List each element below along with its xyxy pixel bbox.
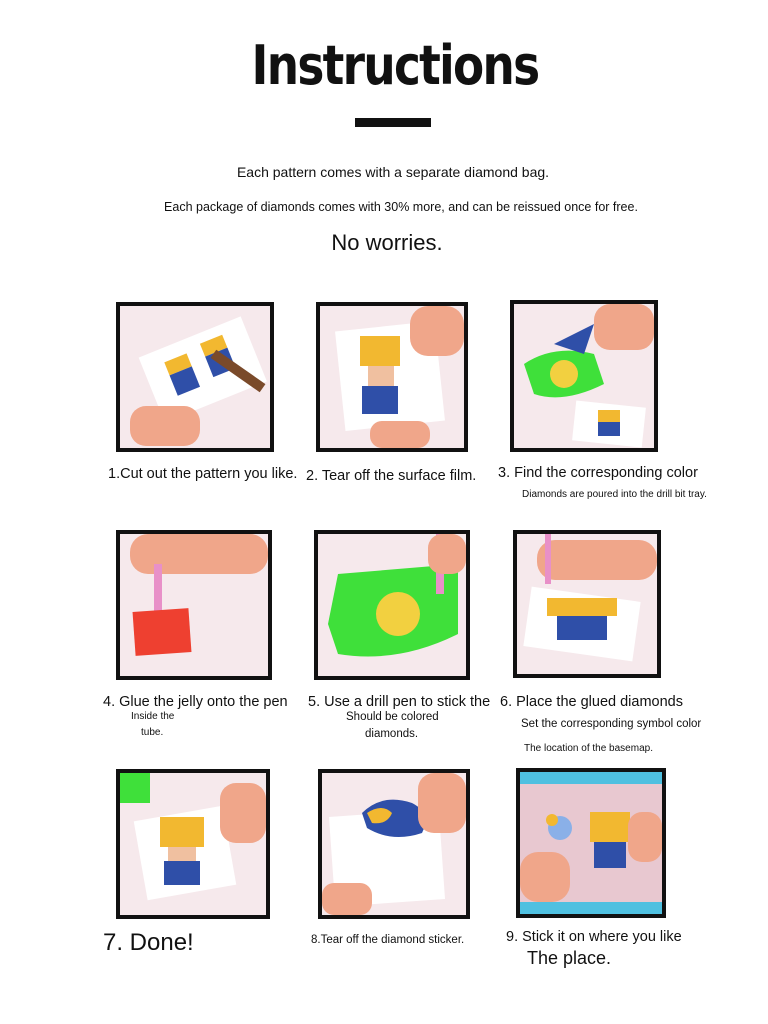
step-9-photo (516, 768, 666, 918)
step-4-note-1: Inside the (131, 711, 175, 722)
step-9-note: The place. (527, 948, 612, 968)
step-1-caption: 1.Cut out the pattern you like. (108, 466, 298, 482)
step-5-caption: 5. Use a drill pen to stick the (308, 694, 491, 710)
step-3-note: Diamonds are poured into the drill bit tray. (522, 489, 707, 500)
step-7-caption: 7. Done! (103, 929, 194, 956)
step-6-note-1: Set the corresponding symbol color (521, 718, 702, 730)
step-3-photo (510, 300, 658, 452)
step-4-photo (116, 530, 272, 680)
step-8-photo (318, 769, 470, 919)
step-6-photo (513, 530, 661, 678)
step-5-photo (314, 530, 470, 680)
step-6-note-2: The location of the basemap. (524, 743, 653, 754)
step-4-note-2: tube. (141, 727, 164, 738)
step-9-caption: 9. Stick it on where you like (506, 929, 682, 945)
intro-line-1: Each pattern comes with a separate diamond bag. (236, 164, 550, 180)
step-7-photo (116, 769, 270, 919)
step-2-caption: 2. Tear off the surface film. (306, 468, 477, 484)
step-2-photo (316, 302, 468, 452)
title-underline (355, 118, 431, 127)
step-4-caption: 4. Glue the jelly onto the pen (103, 694, 288, 710)
step-5-note-1: Should be colored (346, 711, 439, 723)
step-3-caption: 3. Find the corresponding color (498, 465, 698, 481)
step-5-note-2: diamonds. (365, 728, 419, 740)
step-1-photo (116, 302, 274, 452)
intro-line-3: No worries. (331, 230, 443, 255)
page-title: Instructions (251, 34, 539, 97)
step-8-caption: 8.Tear off the diamond sticker. (311, 934, 465, 946)
intro-line-2: Each package of diamonds comes with 30% more, and can be reissued once for free. (164, 200, 638, 214)
step-6-caption: 6. Place the glued diamonds (500, 694, 683, 710)
